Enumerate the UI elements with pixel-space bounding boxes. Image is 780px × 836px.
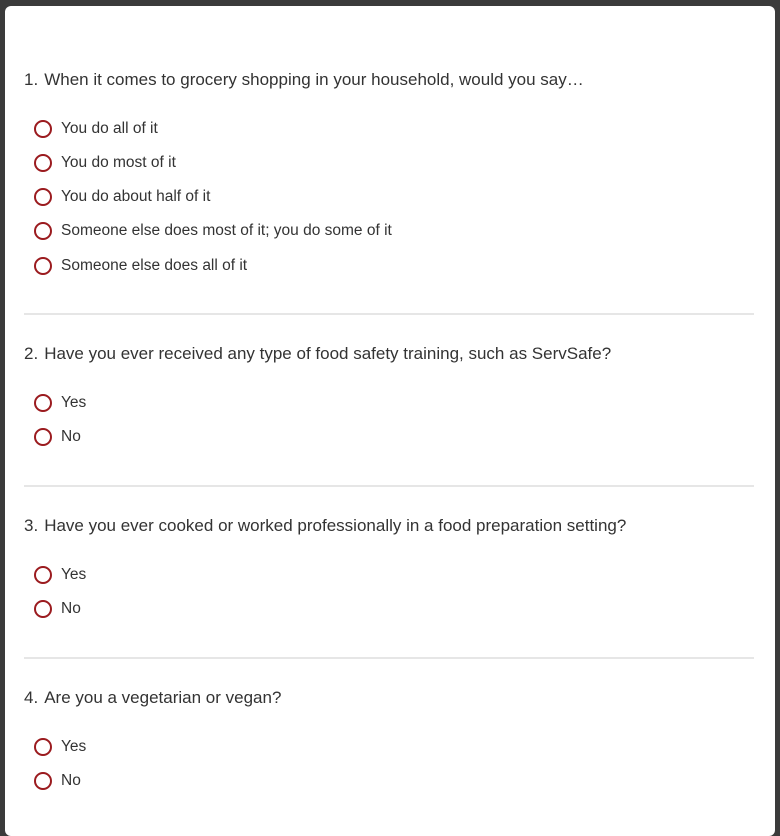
question-1-text: When it comes to grocery shopping in your household, would you say…	[44, 70, 584, 89]
option-label: Yes	[61, 738, 87, 755]
radio-button[interactable]	[34, 738, 52, 756]
question-3-title	[24, 516, 754, 536]
radio-button[interactable]	[34, 257, 52, 275]
option-label: No	[61, 772, 81, 789]
question-1-option-5[interactable]	[34, 255, 247, 277]
question-2-number: 2.	[24, 344, 39, 363]
radio-button[interactable]	[34, 772, 52, 790]
question-1-option-2[interactable]	[34, 152, 176, 174]
divider	[24, 657, 754, 659]
question-4	[24, 688, 754, 789]
question-3-option-yes[interactable]	[34, 564, 86, 586]
question-1-number: 1.	[24, 70, 39, 89]
question-2-option-no[interactable]	[34, 426, 81, 448]
question-1-option-1[interactable]	[34, 118, 158, 140]
question-3-number: 3.	[24, 516, 39, 535]
question-4-text: Are you a vegetarian or vegan?	[44, 688, 282, 707]
radio-button[interactable]	[34, 394, 52, 412]
question-3	[24, 516, 754, 617]
option-label: No	[61, 600, 81, 617]
question-2	[24, 344, 754, 445]
radio-button[interactable]	[34, 566, 52, 584]
question-3-text: Have you ever cooked or worked professionally in a food preparation setting?	[44, 516, 627, 535]
option-label: You do all of it	[61, 120, 158, 137]
question-4-number: 4.	[24, 688, 39, 707]
radio-button[interactable]	[34, 154, 52, 172]
question-1	[24, 70, 754, 274]
question-4-option-no[interactable]	[34, 770, 81, 792]
question-2-option-yes[interactable]	[34, 392, 86, 414]
option-label: No	[61, 428, 81, 445]
question-3-option-no[interactable]	[34, 598, 81, 620]
question-1-option-4[interactable]	[34, 220, 392, 242]
question-1-option-3[interactable]	[34, 186, 210, 208]
option-label: Yes	[61, 394, 87, 411]
option-label: You do most of it	[61, 154, 176, 171]
radio-button[interactable]	[34, 600, 52, 618]
radio-button[interactable]	[34, 222, 52, 240]
divider	[24, 485, 754, 487]
option-label: Someone else does most of it; you do some of it	[61, 222, 392, 239]
option-label: Someone else does all of it	[61, 257, 248, 274]
question-2-title	[24, 344, 754, 364]
survey-card	[5, 6, 775, 836]
question-2-text: Have you ever received any type of food safety training, such as ServSafe?	[44, 344, 612, 363]
option-label: You do about half of it	[61, 188, 211, 205]
radio-button[interactable]	[34, 188, 52, 206]
option-label: Yes	[61, 566, 87, 583]
divider	[24, 313, 754, 315]
question-4-option-yes[interactable]	[34, 736, 86, 758]
question-4-title	[24, 688, 754, 708]
radio-button[interactable]	[34, 120, 52, 138]
radio-button[interactable]	[34, 428, 52, 446]
question-1-title	[24, 70, 754, 90]
